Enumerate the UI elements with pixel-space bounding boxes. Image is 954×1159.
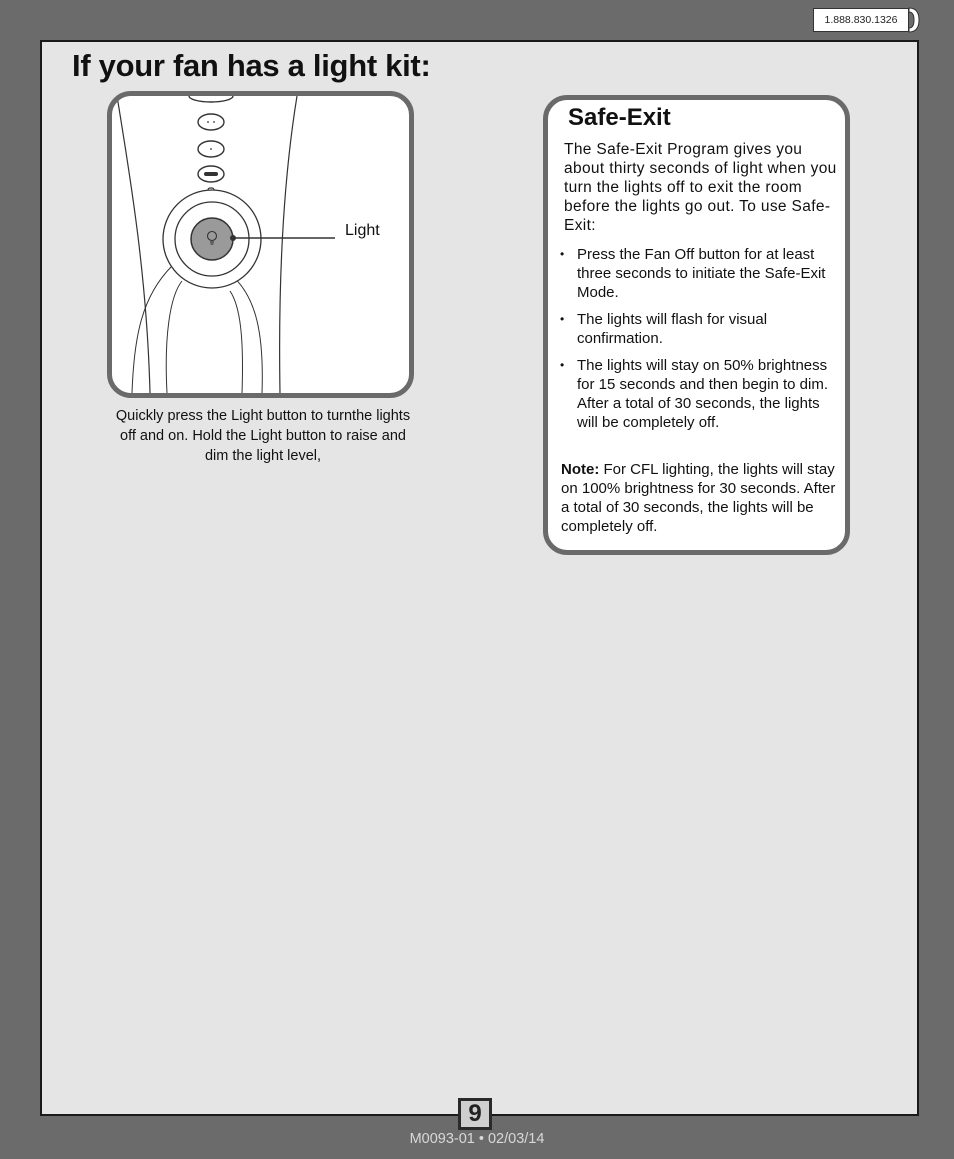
remote-control-illustration [112,96,409,393]
list-item-text: Press the Fan Off button for at least three seconds to initiate the Safe-Exit Mode. [577,246,826,301]
bullet-icon: • [560,312,565,326]
list-item [560,356,830,432]
document-code: M0093-01 • 02/03/14 [409,1131,545,1147]
list-item-text: The lights will flash for visual confirmation. [577,311,768,347]
safe-exit-steps [560,245,830,440]
list-item [560,310,830,348]
illustration-caption: Quickly press the Light button to turnthe lights off and on. Hold the Light button to raise and dim the light level, [115,408,411,464]
list-item [560,245,830,302]
safe-exit-note [561,460,836,536]
bullet-icon: • [560,247,565,261]
light-callout-label: Light [345,222,380,239]
handset-icon [905,6,923,34]
safe-exit-title: Safe-Exit [568,104,671,131]
list-item-text: The lights will stay on 50% brightness for 15 seconds and then begin to dim. After a total of 30 seconds, the lights will be completely off. [577,357,829,431]
bullet-icon: • [560,358,565,372]
remote-illustration-frame [107,91,414,398]
note-label: Note: [561,461,600,478]
note-text: For CFL lighting, the lights will stay on 100% brightness for 30 seconds. After a total of 30 seconds, the lights will be completely off. [561,461,836,535]
safe-exit-intro: The Safe-Exit Program gives you about thirty seconds of light when you turn the lights off to exit the room before the lights go out. To use Safe-Exit: [564,141,837,234]
page-number: 9 [458,1098,492,1130]
page-title: If your fan has a light kit: [72,48,431,83]
phone-number: 1.888.830.1326 [813,8,909,32]
